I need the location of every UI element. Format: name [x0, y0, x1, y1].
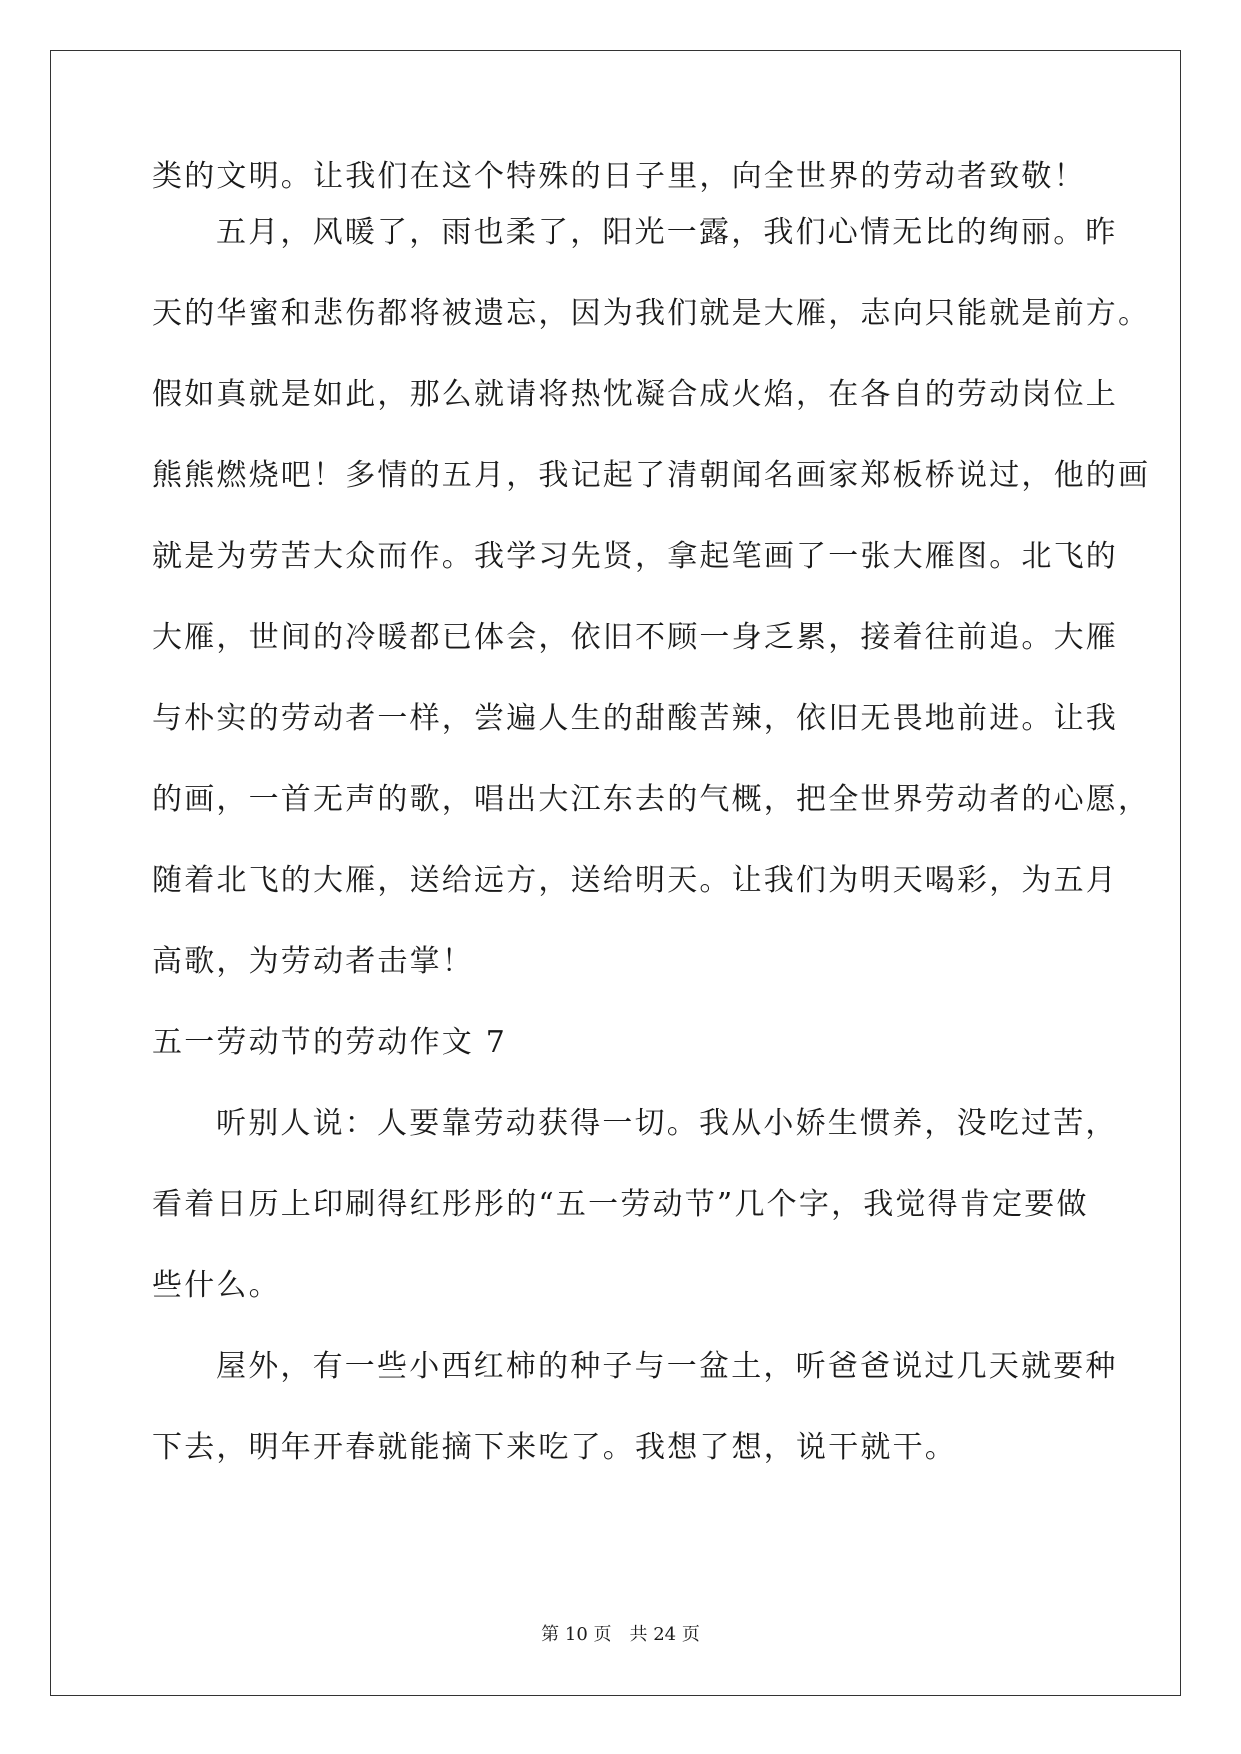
page-total: 共 24 页	[629, 1624, 700, 1645]
page-number: 第 10 页	[541, 1624, 612, 1645]
text-line: 看着日历上印刷得红彤彤的“五一劳动节”几个字，我觉得肯定要做	[152, 1187, 1089, 1222]
text-line: 与朴实的劳动者一样，尝遍人生的甜酸苦辣，依旧无畏地前进。让我	[152, 701, 1118, 736]
text-line: 大雁，世间的冷暖都已体会，依旧不顾一身乏累，接着往前追。大雁	[152, 620, 1118, 655]
paragraph-start: 屋外，有一些小西红柿的种子与一盆土，听爸爸说过几天就要种	[216, 1349, 1118, 1384]
text-line: 类的文明。让我们在这个特殊的日子里，向全世界的劳动者致敬！	[152, 159, 1086, 194]
document-body	[152, 159, 1151, 1488]
text-line: 随着北飞的大雁，送给远方，送给明天。让我们为明天喝彩，为五月	[152, 863, 1118, 898]
paragraph-start: 听别人说：人要靠劳动获得一切。我从小娇生惯养，没吃过苦，	[216, 1106, 1118, 1141]
paragraph-start: 五月，风暖了，雨也柔了，阳光一露，我们心情无比的绚丽。昨	[216, 215, 1118, 250]
text-line: 些什么。	[152, 1268, 281, 1303]
text-line: 就是为劳苦大众而作。我学习先贤，拿起笔画了一张大雁图。北飞的	[152, 539, 1118, 574]
page-footer	[0, 1625, 1241, 1645]
text-line: 高歌，为劳动者击掌！	[152, 944, 474, 979]
text-line: 下去，明年开春就能摘下来吃了。我想了想，说干就干。	[152, 1430, 957, 1465]
text-line: 假如真就是如此，那么就请将热忱凝合成火焰，在各自的劳动岗位上	[152, 377, 1118, 412]
text-line: 天的华蜜和悲伤都将被遗忘，因为我们就是大雁，志向只能就是前方。	[152, 296, 1151, 331]
text-line: 熊熊燃烧吧！多情的五月，我记起了清朝闻名画家郑板桥说过，他的画	[152, 458, 1151, 493]
section-heading: 五一劳动节的劳动作文 7	[152, 1025, 508, 1060]
text-line: 的画，一首无声的歌，唱出大江东去的气概，把全世界劳动者的心愿，	[152, 782, 1151, 817]
